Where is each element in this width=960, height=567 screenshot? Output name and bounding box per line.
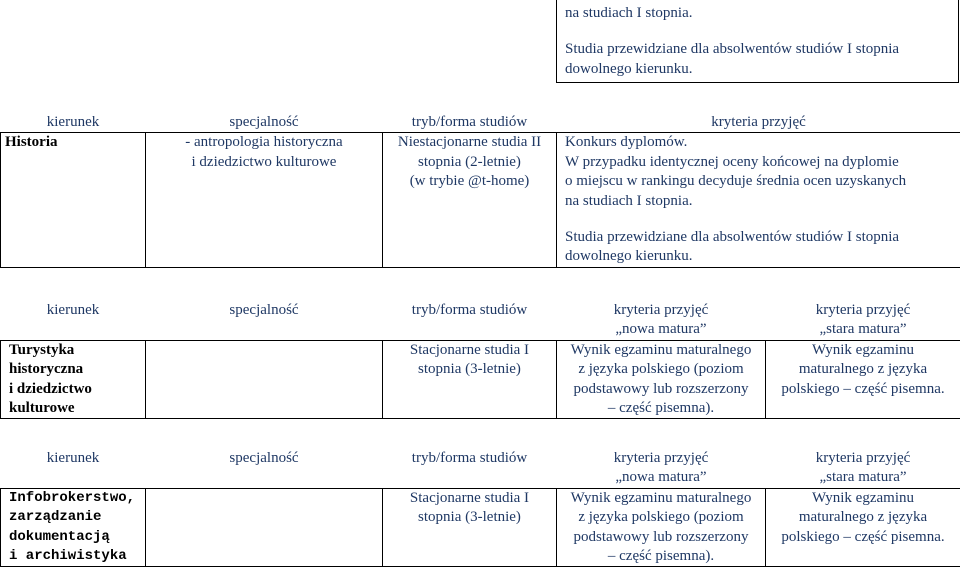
text-line: Stacjonarne studia I xyxy=(387,489,552,508)
text-line: podstawowy lub rozszerzony xyxy=(561,380,761,399)
tryb-cell xyxy=(383,488,557,567)
header-kryteria-stara xyxy=(766,301,960,340)
kryteria-nowa-cell xyxy=(557,488,766,567)
text-line: Turystyka xyxy=(9,341,141,360)
header-kryteria-stara xyxy=(766,449,960,488)
text-line: stopnia (3-letnie) xyxy=(387,508,552,527)
kryteria-cell xyxy=(557,133,960,267)
admission-table-turystyka xyxy=(0,301,960,419)
text-line: „nowa matura” xyxy=(561,468,762,487)
header-tryb: tryb/forma studiów xyxy=(383,449,557,488)
text-line: kryteria przyjęć xyxy=(561,301,762,320)
text-line: zarządzanie xyxy=(9,508,141,527)
specjalnosc-cell xyxy=(146,340,383,419)
kierunek-cell: Historia xyxy=(1,133,146,267)
kierunek-cell xyxy=(1,340,146,419)
text-line: Wynik egzaminu maturalnego xyxy=(561,489,761,508)
text-line: polskiego – część pisemna. xyxy=(770,380,956,399)
header-kryteria-nowa xyxy=(557,449,766,488)
text-line: polskiego – część pisemna. xyxy=(770,528,956,547)
text-line: „stara matura” xyxy=(770,320,957,339)
text-line: na studiach I stopnia. xyxy=(565,192,956,211)
table-header-row xyxy=(1,449,960,488)
text-line: W przypadku identycznej oceny końcowej na dyplomie xyxy=(565,153,956,172)
kryteria-stara-cell xyxy=(766,340,960,419)
text-line: – część pisemna). xyxy=(561,547,761,566)
text-line: z języka polskiego (poziom xyxy=(561,360,761,379)
table-header-row xyxy=(1,301,960,340)
text-line: „nowa matura” xyxy=(561,320,762,339)
text-line: „stara matura” xyxy=(770,468,957,487)
text-line: Konkurs dyplomów. xyxy=(565,133,956,152)
header-tryb: tryb/forma studiów xyxy=(383,113,557,133)
text-line: na studiach I stopnia. xyxy=(565,4,958,23)
table-row xyxy=(1,133,960,267)
text-line: stopnia (3-letnie) xyxy=(387,360,552,379)
text-line: (w trybie @t-home) xyxy=(387,172,552,191)
text-line: kryteria przyjęć xyxy=(770,449,957,468)
tryb-cell xyxy=(383,133,557,267)
text-line: historyczna xyxy=(9,360,141,379)
text-line: i archiwistyka xyxy=(9,547,141,566)
text-line: i dziedzictwo xyxy=(9,380,141,399)
text-line: – część pisemna). xyxy=(561,399,761,418)
text-line: Stacjonarne studia I xyxy=(387,341,552,360)
kryteria-nowa-cell xyxy=(557,340,766,419)
text-line: dowolnego kierunku. xyxy=(565,60,958,79)
admission-table-infobrokerstwo xyxy=(0,449,960,567)
header-kryteria-nowa xyxy=(557,301,766,340)
header-specjalnosc: specjalność xyxy=(146,449,383,488)
header-kierunek: kierunek xyxy=(1,301,146,340)
kryteria-stara-cell xyxy=(766,488,960,567)
header-kryteria: kryteria przyjęć xyxy=(557,113,960,133)
text-line: dokumentacją xyxy=(9,528,141,547)
text-line: dowolnego kierunku. xyxy=(565,247,956,266)
text-line: stopnia (2-letnie) xyxy=(387,153,552,172)
text-line: maturalnego z języka xyxy=(770,360,956,379)
text-line: o miejscu w rankingu decyduje średnia ocen uzyskanych xyxy=(565,172,956,191)
table-row xyxy=(1,488,960,567)
text-line: - antropologia historyczna xyxy=(150,133,378,152)
text-line: i dziedzictwo kulturowe xyxy=(150,153,378,172)
text-line: Wynik egzaminu xyxy=(770,489,956,508)
text-line: Wynik egzaminu maturalnego xyxy=(561,341,761,360)
text-line: Infobrokerstwo, xyxy=(9,489,141,508)
header-kierunek: kierunek xyxy=(1,113,146,133)
top-continuation-cell xyxy=(556,0,959,83)
kierunek-cell xyxy=(1,488,146,567)
admission-table-historia xyxy=(0,113,960,268)
text-line: Niestacjonarne studia II xyxy=(387,133,552,152)
header-kierunek: kierunek xyxy=(1,449,146,488)
header-specjalnosc: specjalność xyxy=(146,113,383,133)
text-line: kryteria przyjęć xyxy=(770,301,957,320)
text-line: Wynik egzaminu xyxy=(770,341,956,360)
tryb-cell xyxy=(383,340,557,419)
text-line: podstawowy lub rozszerzony xyxy=(561,528,761,547)
header-tryb: tryb/forma studiów xyxy=(383,301,557,340)
header-specjalnosc: specjalność xyxy=(146,301,383,340)
text-line: Studia przewidziane dla absolwentów studiów I stopnia xyxy=(565,228,956,247)
specjalnosc-cell xyxy=(146,488,383,567)
text-line: kulturowe xyxy=(9,399,141,418)
table-header-row xyxy=(1,113,960,133)
specjalnosc-cell xyxy=(146,133,383,267)
text-line: kryteria przyjęć xyxy=(561,449,762,468)
table-row xyxy=(1,340,960,419)
text-line: maturalnego z języka xyxy=(770,508,956,527)
text-line: Studia przewidziane dla absolwentów studiów I stopnia xyxy=(565,40,958,59)
text-line: z języka polskiego (poziom xyxy=(561,508,761,527)
